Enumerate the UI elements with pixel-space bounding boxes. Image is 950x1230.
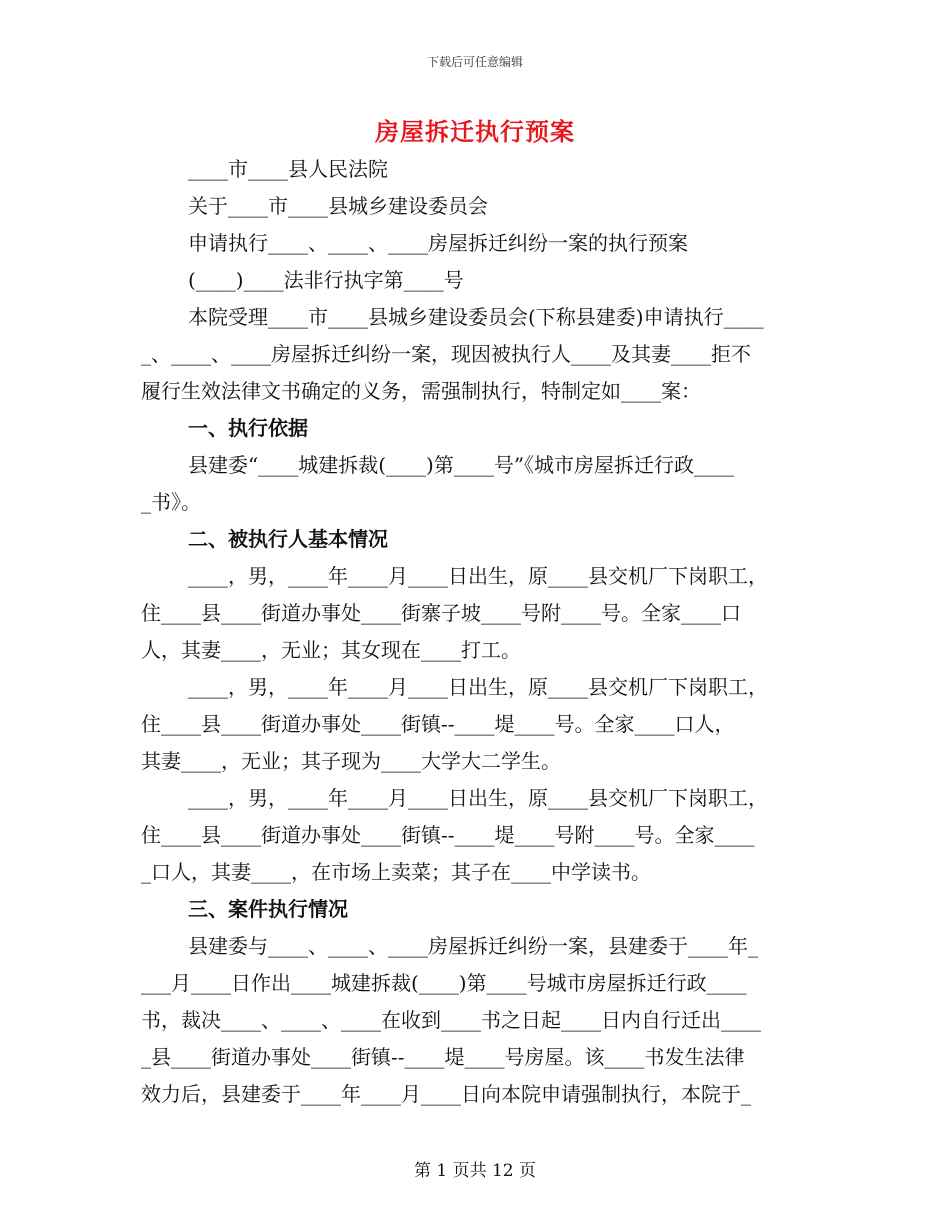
basis-paragraph-line-1: 县建委“____城建拆裁(____)第____号”《城市房屋拆迁行政____ [188, 453, 735, 477]
document-title: 房屋拆迁执行预案 [375, 117, 575, 146]
court-name-line: ____市____县人民法院 [188, 157, 388, 181]
person-1-line-2: 住____县____街道办事处____街寨子坡____号附____号。全家____口 [141, 601, 741, 625]
person-2-line-2: 住____县____街道办事处____街镇--____堤____号。全家____口人， [141, 712, 735, 736]
person-2-line-1: ____，男，____年____月____日出生，原____县交机厂下岗职工， [188, 675, 768, 699]
person-1-line-3: 人，其妻____，无业；其女现在____打工。 [141, 638, 521, 662]
execution-paragraph-line-4: _县____街道办事处____街镇--____堤____号房屋。该____书发生法律 [141, 1045, 745, 1069]
execution-paragraph-line-5: 效力后，县建委于____年____月____日向本院申请强制执行，本院于_ [141, 1082, 751, 1106]
execution-paragraph-line-2: ___月____日作出____城建拆裁(____)第____号城市房屋拆迁行政____ [141, 971, 747, 995]
execution-paragraph-line-3: 书，裁决____、____、____在收到____书之日起____日内自行迁出____ [141, 1008, 761, 1032]
case-subject-line: 申请执行____、____、____房屋拆迁纠纷一案的执行预案 [188, 231, 688, 255]
person-2-line-3: 其妻____，无业；其子现为____大学大二学生。 [141, 749, 561, 773]
basis-paragraph-line-2: _书》。 [141, 490, 201, 514]
section-heading-persons: 二、被执行人基本情况 [188, 527, 388, 551]
header-note: 下载后可任意编辑 [426, 55, 523, 69]
person-3-line-3: _口人，其妻____，在市场上卖菜；其子在____中学读书。 [141, 860, 651, 884]
section-heading-basis: 一、执行依据 [188, 416, 308, 440]
person-3-line-1: ____，男，____年____月____日出生，原____县交机厂下岗职工， [188, 786, 768, 810]
intro-paragraph-line-2: _、____、____房屋拆迁纠纷一案，现因被执行人____及其妻____拒不 [141, 342, 751, 366]
page-number-footer: 第 1 页共 12 页 [413, 1161, 537, 1181]
execution-paragraph-line-1: 县建委与____、____、____房屋拆迁纠纷一案，县建委于____年_ [188, 934, 758, 958]
intro-paragraph-line-3: 履行生效法律文书确定的义务，需强制执行，特制定如____案： [141, 379, 701, 403]
person-3-line-2: 住____县____街道办事处____街镇--____堤____号附____号。全家____ [141, 823, 755, 847]
case-number-line: (____)____法非行执字第____号 [188, 268, 464, 292]
regarding-line: 关于____市____县城乡建设委员会 [188, 194, 488, 218]
intro-paragraph-line-1: 本院受理____市____县城乡建设委员会(下称县建委)申请执行____ [188, 305, 764, 329]
person-1-line-1: ____，男，____年____月____日出生，原____县交机厂下岗职工， [188, 564, 768, 588]
section-heading-execution: 三、案件执行情况 [188, 897, 348, 921]
